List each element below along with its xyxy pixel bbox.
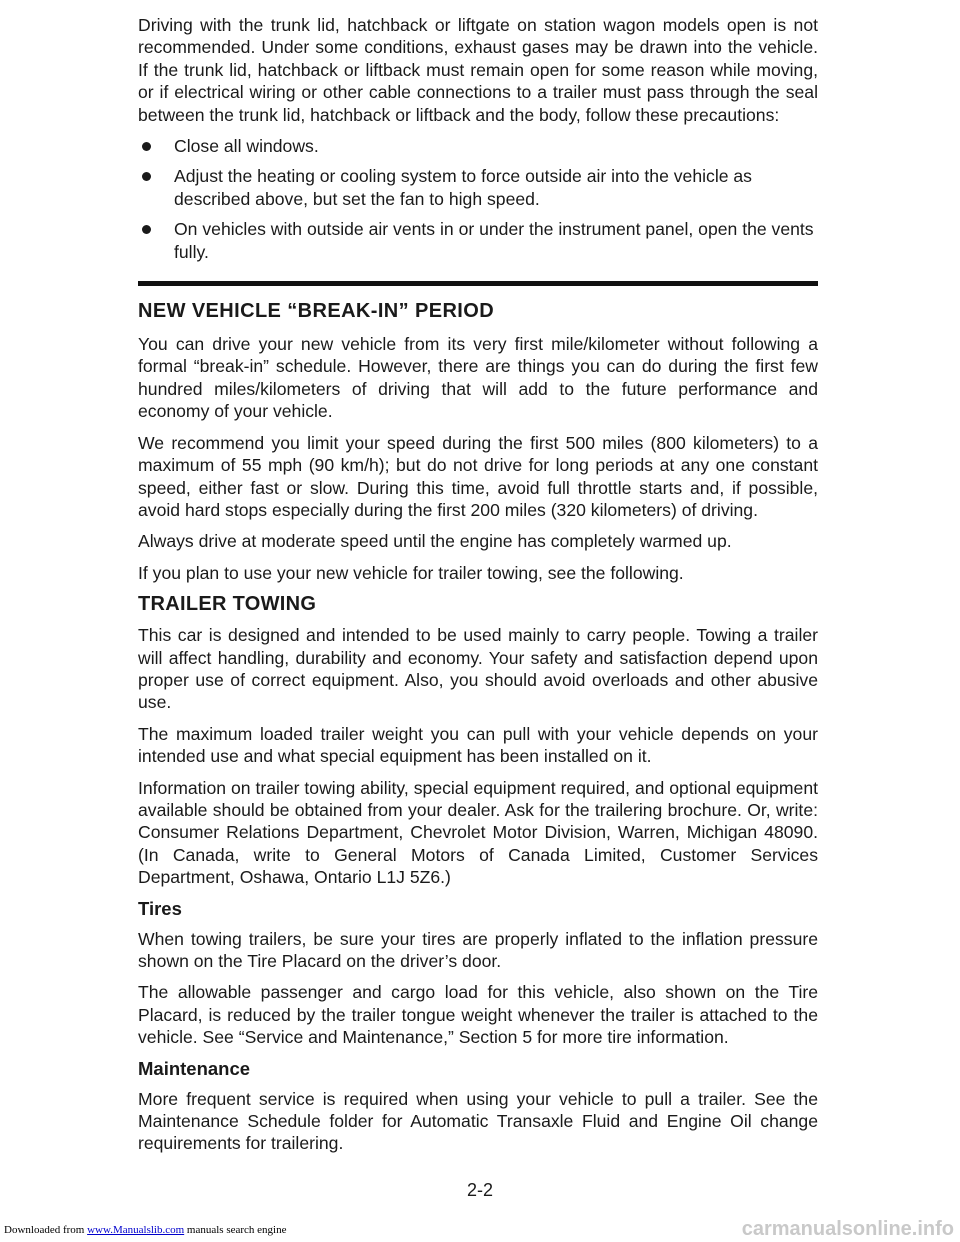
break-in-paragraph: Always drive at moderate speed until the engine has completely warmed up. xyxy=(138,531,732,552)
section-divider xyxy=(138,281,818,286)
manual-page xyxy=(138,14,818,1164)
page-number: 2-2 xyxy=(466,1180,493,1200)
bullet-icon xyxy=(142,172,151,181)
break-in-paragraph: If you plan to use your new vehicle for trailer towing, see the following. xyxy=(138,562,684,583)
tires-heading: Tires xyxy=(138,897,182,919)
tires-paragraph: The allowable passenger and cargo load for this vehicle, also shown on the Tire Placard, is reduced by the trailer tongue weight whenever the trailer is attached to the vehicle. See “Service and Maintenance,” Section 5 for more tire information. xyxy=(138,982,818,1048)
break-in-paragraph: We recommend you limit your speed during the first 500 miles (800 kilometers) to a maximum of 55 mph (90 km/h); but do not drive for long periods at any one constant speed, either fast or slow. During this time, avoid full throttle starts and, if possible, avoid hard stops especially during the first 200 miles (320 kilometers) of driving. xyxy=(138,432,818,520)
list-item: On vehicles with outside air vents in or under the instrument panel, open the vents fully. xyxy=(138,218,818,263)
precautions-list xyxy=(138,135,818,263)
download-credit: Downloaded from www.Manualslib.com manuals search engine xyxy=(4,1224,287,1236)
manualslib-link[interactable]: www.Manualslib.com xyxy=(87,1224,185,1236)
bullet-icon xyxy=(142,142,151,151)
intro-paragraph: Driving with the trunk lid, hatchback or liftgate on station wagon models open is not recommended. Under some conditions, exhaust gases may be drawn into the vehicle. If the trunk lid, hatchback or liftback must remain open for some reason while moving, or if electrical wiring or other cable connections to a trailer must pass through the seal between the trunk lid, hatchback or liftback and the body, follow these precautions: xyxy=(138,15,818,125)
break-in-heading: NEW VEHICLE “BREAK-IN” PERIOD xyxy=(138,300,495,323)
trailer-towing-heading: TRAILER TOWING xyxy=(138,593,317,616)
watermark: carmanualsonline.info xyxy=(741,1218,954,1240)
list-item: Adjust the heating or cooling system to force outside air into the vehicle as described above, but set the fan to high speed. xyxy=(138,165,818,210)
maintenance-paragraph: More frequent service is required when using your vehicle to pull a trailer. See the Maintenance Schedule folder for Automatic Transaxle Fluid and Engine Oil change requirements for trailering. xyxy=(138,1088,818,1154)
list-item: Close all windows. xyxy=(138,135,818,157)
trailer-paragraph: Information on trailer towing ability, special equipment required, and optional equipment available should be obtained from your dealer. Ask for the trailering brochure. Or, write: Consumer Relations Department, Chevrolet Motor Division, Warren, Michigan 48090. (In Canada, write to General Motors of Canada Limited, Customer Services Department, Oshawa, Ontario L1J 5Z6.) xyxy=(138,777,818,888)
trailer-paragraph: This car is designed and intended to be used mainly to carry people. Towing a trailer will affect handling, durability and economy. Your safety and satisfaction depend upon proper use of correct equipment. Also, you should avoid overloads and other abusive use. xyxy=(138,625,818,713)
trailer-paragraph: The maximum loaded trailer weight you can pull with your vehicle depends on your intended use and what special equipment has been installed on it. xyxy=(138,723,818,767)
tires-paragraph: When towing trailers, be sure your tires are properly inflated to the inflation pressure shown on the Tire Placard on the driver’s door. xyxy=(138,928,818,971)
bullet-icon xyxy=(142,225,151,234)
break-in-paragraph: You can drive your new vehicle from its very first mile/kilometer without following a formal “break-in” schedule. However, there are things you can do during the first few hundred miles/kilometers of driving that will add to the future performance and economy of your vehicle. xyxy=(138,334,818,422)
maintenance-heading: Maintenance xyxy=(138,1057,251,1079)
